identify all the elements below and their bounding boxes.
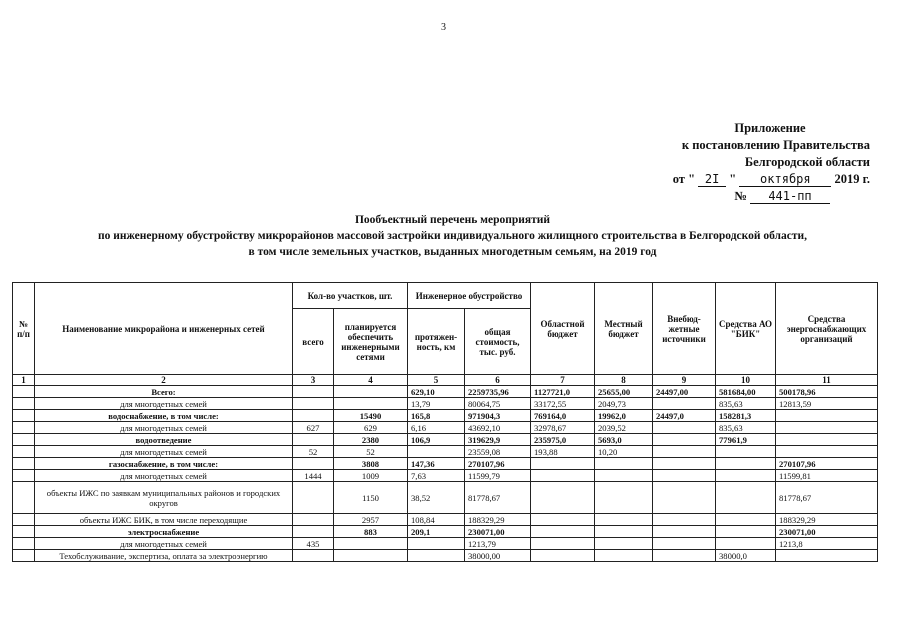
row-number-cell [13,550,35,562]
cell-offbudget [653,526,716,538]
row-name-cell: объекты ИЖС по заявкам муниципальных районов и городских округов [35,482,293,514]
row-name-cell: для многодетных семей [35,470,293,482]
table-body [13,386,878,562]
cell-length: 108,84 [408,514,465,526]
row-name-cell: для многодетных семей [35,538,293,550]
table-row [13,386,878,398]
number-prefix: № [734,189,747,203]
cell-cost: 43692,10 [465,422,531,434]
cell-local [595,458,653,470]
cell-total: 627 [293,422,334,434]
cell-local [595,482,653,514]
cell-length: 6,16 [408,422,465,434]
cell-length: 106,9 [408,434,465,446]
cell-local [595,526,653,538]
cell-length: 13,79 [408,398,465,410]
cell-local: 10,20 [595,446,653,458]
cell-cost: 270107,96 [465,458,531,470]
cell-total [293,410,334,422]
measures-table [12,282,878,562]
cell-bik: 835,63 [716,422,776,434]
date-month: октября [739,173,831,187]
cell-total [293,514,334,526]
page-number: 3 [441,22,446,33]
cell-length: 7,63 [408,470,465,482]
cell-total [293,550,334,562]
title-line-1: Пообъектный перечень мероприятий [354,214,551,226]
cell-bik [716,526,776,538]
cell-bik: 581684,00 [716,386,776,398]
row-name-cell: Техобслуживание, экспертиза, оплата за электроэнергию [35,550,293,562]
cell-energy: 230071,00 [776,526,878,538]
row-number-cell [13,458,35,470]
cell-total [293,434,334,446]
cell-regional [531,514,595,526]
cell-bik [716,538,776,550]
cell-energy: 12813,59 [776,398,878,410]
cell-energy: 500178,96 [776,386,878,398]
column-number-cell: 11 [776,375,878,386]
table-row [13,446,878,458]
cell-total [293,386,334,398]
cell-total: 1444 [293,470,334,482]
cell-bik [716,470,776,482]
cell-planned [334,398,408,410]
cell-length: 629,10 [408,386,465,398]
cell-offbudget: 24497,00 [653,386,716,398]
cell-local [595,550,653,562]
cell-energy [776,410,878,422]
cell-energy: 188329,29 [776,514,878,526]
cell-cost: 971904,3 [465,410,531,422]
cell-cost: 81778,67 [465,482,531,514]
cell-bik [716,514,776,526]
cell-offbudget [653,482,716,514]
row-name-cell: для многодетных семей [35,422,293,434]
header-offbudget: Внебюд-жетные источники [653,283,716,375]
cell-regional: 33172,55 [531,398,595,410]
cell-offbudget [653,550,716,562]
column-number-cell: 5 [408,375,465,386]
cell-planned: 15490 [334,410,408,422]
cell-length [408,446,465,458]
cell-offbudget [653,458,716,470]
cell-planned: 2957 [334,514,408,526]
column-number-cell: 4 [334,375,408,386]
cell-planned: 3808 [334,458,408,470]
cell-energy: 1213,8 [776,538,878,550]
column-number-cell: 3 [293,375,334,386]
row-number-cell [13,538,35,550]
cell-offbudget [653,398,716,410]
cell-local: 19962,0 [595,410,653,422]
cell-planned: 629 [334,422,408,434]
cell-regional [531,482,595,514]
cell-planned: 52 [334,446,408,458]
table-row [13,514,878,526]
cell-offbudget: 24497,0 [653,410,716,422]
cell-total: 52 [293,446,334,458]
table-row [13,398,878,410]
appendix-decree-line: к постановлению Правительства [681,138,870,152]
column-number-cell: 6 [465,375,531,386]
cell-regional: 1127721,0 [531,386,595,398]
cell-planned: 2380 [334,434,408,446]
cell-offbudget [653,446,716,458]
cell-regional [531,526,595,538]
cell-cost: 23559,08 [465,446,531,458]
row-number-cell [13,386,35,398]
column-number-cell: 2 [35,375,293,386]
cell-length: 147,36 [408,458,465,470]
cell-offbudget [653,470,716,482]
table-row [13,550,878,562]
title-line-3: в том числе земельных участков, выданных многодетным семьям, на 2019 год [248,246,657,258]
column-number-cell: 1 [13,375,35,386]
table-row [13,422,878,434]
header-engineering-group: Инженерное обустройство [408,283,531,309]
cell-regional [531,538,595,550]
cell-length: 209,1 [408,526,465,538]
cell-total [293,526,334,538]
cell-regional [531,470,595,482]
cell-bik: 158281,3 [716,410,776,422]
cell-planned: 1150 [334,482,408,514]
title-line-2: по инженерному обустройству микрорайонов массовой застройки индивидуального жилищного строительства в Белгородской области, [97,230,808,242]
appendix-region-line: Белгородской области [744,155,870,169]
row-number-cell [13,446,35,458]
table-row [13,434,878,446]
row-name-cell: для многодетных семей [35,398,293,410]
cell-bik: 77961,9 [716,434,776,446]
header-energy-funds: Средства энергоснабжающих организаций [776,283,878,375]
cell-offbudget [653,422,716,434]
header-cost: общая стоимость, тыс. руб. [465,309,531,375]
cell-regional: 235975,0 [531,434,595,446]
cell-cost: 2259735,96 [465,386,531,398]
row-name-cell: электроснабжение [35,526,293,538]
row-number-cell [13,398,35,410]
cell-total: 435 [293,538,334,550]
date-year: 2019 г. [834,172,870,186]
cell-regional: 769164,0 [531,410,595,422]
column-number-row [13,375,878,386]
cell-local: 25655,00 [595,386,653,398]
cell-planned [334,386,408,398]
cell-energy: 81778,67 [776,482,878,514]
cell-local [595,470,653,482]
row-number-cell [13,470,35,482]
row-name-cell: для многодетных семей [35,446,293,458]
cell-planned [334,538,408,550]
cell-length: 38,52 [408,482,465,514]
cell-cost: 1213,79 [465,538,531,550]
cell-cost: 80064,75 [465,398,531,410]
column-number-cell: 10 [716,375,776,386]
cell-regional [531,550,595,562]
cell-energy: 11599,81 [776,470,878,482]
cell-local [595,514,653,526]
header-num: № п/п [13,283,35,375]
row-name-cell: объекты ИЖС БИК, в том числе переходящие [35,514,293,526]
row-number-cell [13,526,35,538]
cell-regional [531,458,595,470]
cell-cost: 38000,00 [465,550,531,562]
table-row [13,482,878,514]
cell-local [595,538,653,550]
row-name-cell: водоснабжение, в том числе: [35,410,293,422]
header-length: протяжен-ность, км [408,309,465,375]
cell-energy [776,446,878,458]
header-plots-total: всего [293,309,334,375]
column-number-cell: 8 [595,375,653,386]
row-number-cell [13,514,35,526]
cell-local: 2049,73 [595,398,653,410]
row-name-cell: Всего: [35,386,293,398]
decree-number: 441-пп [750,190,830,204]
row-number-cell [13,410,35,422]
row-name-cell: водоотведение [35,434,293,446]
appendix-date-line [640,171,870,188]
appendix-number-line [640,188,870,205]
column-number-cell: 9 [653,375,716,386]
cell-offbudget [653,514,716,526]
cell-offbudget [653,434,716,446]
appendix-block [640,120,870,205]
cell-energy: 270107,96 [776,458,878,470]
column-number-cell: 7 [531,375,595,386]
cell-regional: 32978,67 [531,422,595,434]
table-row [13,538,878,550]
cell-local: 2039,52 [595,422,653,434]
row-number-cell [13,422,35,434]
cell-offbudget [653,538,716,550]
cell-total [293,482,334,514]
date-prefix: от " [672,172,696,186]
cell-length: 165,8 [408,410,465,422]
cell-bik [716,446,776,458]
table-row [13,526,878,538]
date-day: 2I [698,173,726,187]
cell-bik [716,482,776,514]
cell-total [293,398,334,410]
row-number-cell [13,482,35,514]
row-number-cell [13,434,35,446]
cell-energy [776,434,878,446]
cell-cost: 188329,29 [465,514,531,526]
cell-regional: 193,88 [531,446,595,458]
cell-planned [334,550,408,562]
cell-cost: 11599,79 [465,470,531,482]
date-quote-close: " [729,172,737,186]
document-title [0,212,905,260]
cell-bik [716,458,776,470]
cell-cost: 319629,9 [465,434,531,446]
cell-total [293,458,334,470]
header-plots-planned: планируется обеспечить инженерными сетями [334,309,408,375]
table-row [13,410,878,422]
header-name: Наименование микрорайона и инженерных сетей [35,283,293,375]
header-local-budget: Местный бюджет [595,283,653,375]
cell-energy [776,550,878,562]
cell-local: 5693,0 [595,434,653,446]
cell-planned: 1009 [334,470,408,482]
cell-planned: 883 [334,526,408,538]
cell-length [408,550,465,562]
appendix-title: Приложение [734,121,806,135]
cell-energy [776,422,878,434]
cell-cost: 230071,00 [465,526,531,538]
cell-bik: 835,63 [716,398,776,410]
header-plots-group: Кол-во участков, шт. [293,283,408,309]
cell-length [408,538,465,550]
header-regional-budget: Областной бюджет [531,283,595,375]
row-name-cell: газоснабжение, в том числе: [35,458,293,470]
table-row [13,470,878,482]
table-row [13,458,878,470]
header-bik-funds: Средства АО "БИК" [716,283,776,375]
cell-bik: 38000,0 [716,550,776,562]
